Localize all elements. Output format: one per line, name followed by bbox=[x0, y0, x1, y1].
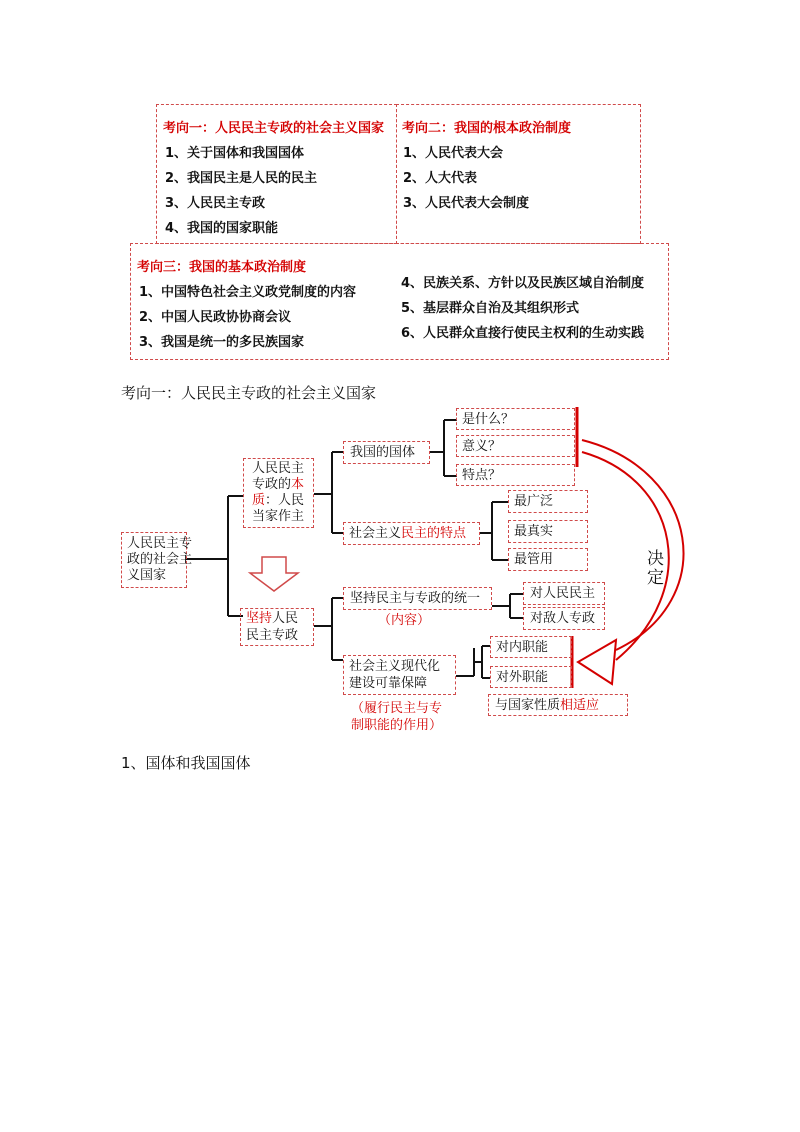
unity-note: （内容） bbox=[378, 613, 431, 628]
function-label: 对内职能 bbox=[496, 640, 549, 655]
democracy-label: 社会主义民主的特点 bbox=[349, 526, 467, 541]
box2-item: 3、人民代表大会制度 bbox=[403, 196, 530, 211]
decide-char: 决 bbox=[647, 549, 664, 569]
box3-item: 6、人民群众直接行使民主权利的生动实践 bbox=[401, 326, 645, 341]
box1-heading: 考向一：人民民主专政的社会主义国家 bbox=[163, 121, 385, 136]
box3-item: 4、民族关系、方针以及民族区域自治制度 bbox=[401, 276, 645, 291]
guarantee-note: 制职能的作用） bbox=[351, 718, 443, 733]
box1-item: 3、人民民主专政 bbox=[165, 196, 266, 211]
adhere-line: 坚持人民 bbox=[246, 611, 299, 626]
essence-line: 质：人民 bbox=[252, 493, 305, 508]
root-node-line: 人民民主专 bbox=[127, 536, 193, 551]
box3-item: 2、中国人民政协协商会议 bbox=[139, 310, 292, 325]
decide-char: 定 bbox=[647, 568, 664, 588]
section-heading: 1、国体和我国国体 bbox=[121, 754, 251, 772]
function-label: 对外职能 bbox=[496, 670, 549, 685]
adhere-line: 民主专政 bbox=[246, 628, 299, 643]
state-question: 是什么？ bbox=[462, 412, 515, 427]
section-title: 考向一：人民民主专政的社会主义国家 bbox=[121, 384, 377, 402]
unity-label: 坚持民主与专政的统一 bbox=[350, 591, 481, 606]
root-node-line: 政的社会主 bbox=[127, 552, 193, 567]
essence-line: 当家作主 bbox=[252, 509, 305, 524]
box3-item: 3、我国是统一的多民族国家 bbox=[139, 335, 305, 350]
unity-item: 对敌人专政 bbox=[530, 611, 596, 626]
box3-item: 5、基层群众自治及其组织形式 bbox=[401, 301, 580, 316]
root-node-line: 义国家 bbox=[127, 568, 167, 583]
box3-item: 1、中国特色社会主义政党制度的内容 bbox=[139, 285, 357, 300]
essence-line: 人民民主 bbox=[252, 461, 305, 476]
state-system-label: 我国的国体 bbox=[350, 445, 416, 460]
democracy-item: 最广泛 bbox=[514, 494, 554, 509]
state-question: 特点？ bbox=[462, 468, 502, 483]
democracy-item: 最管用 bbox=[514, 552, 554, 567]
box2-heading: 考向二：我国的根本政治制度 bbox=[402, 121, 572, 136]
fit-label: 与国家性质相适应 bbox=[495, 698, 600, 713]
guarantee-note: （履行民主与专 bbox=[351, 701, 443, 716]
unity-item: 对人民民主 bbox=[530, 586, 596, 601]
state-question: 意义？ bbox=[462, 439, 502, 454]
box3-heading: 考向三：我国的基本政治制度 bbox=[137, 260, 307, 275]
box1-item: 1、关于国体和我国国体 bbox=[165, 146, 305, 161]
guarantee-line: 建设可靠保障 bbox=[349, 676, 428, 691]
box2-item: 2、人大代表 bbox=[403, 171, 478, 186]
guarantee-line: 社会主义现代化 bbox=[349, 659, 441, 674]
box1-item: 2、我国民主是人民的民主 bbox=[165, 171, 318, 186]
essence-line: 专政的本 bbox=[252, 477, 305, 492]
box1-item: 4、我国的国家职能 bbox=[165, 221, 279, 236]
box2-item: 1、人民代表大会 bbox=[403, 146, 504, 161]
democracy-item: 最真实 bbox=[514, 524, 554, 539]
